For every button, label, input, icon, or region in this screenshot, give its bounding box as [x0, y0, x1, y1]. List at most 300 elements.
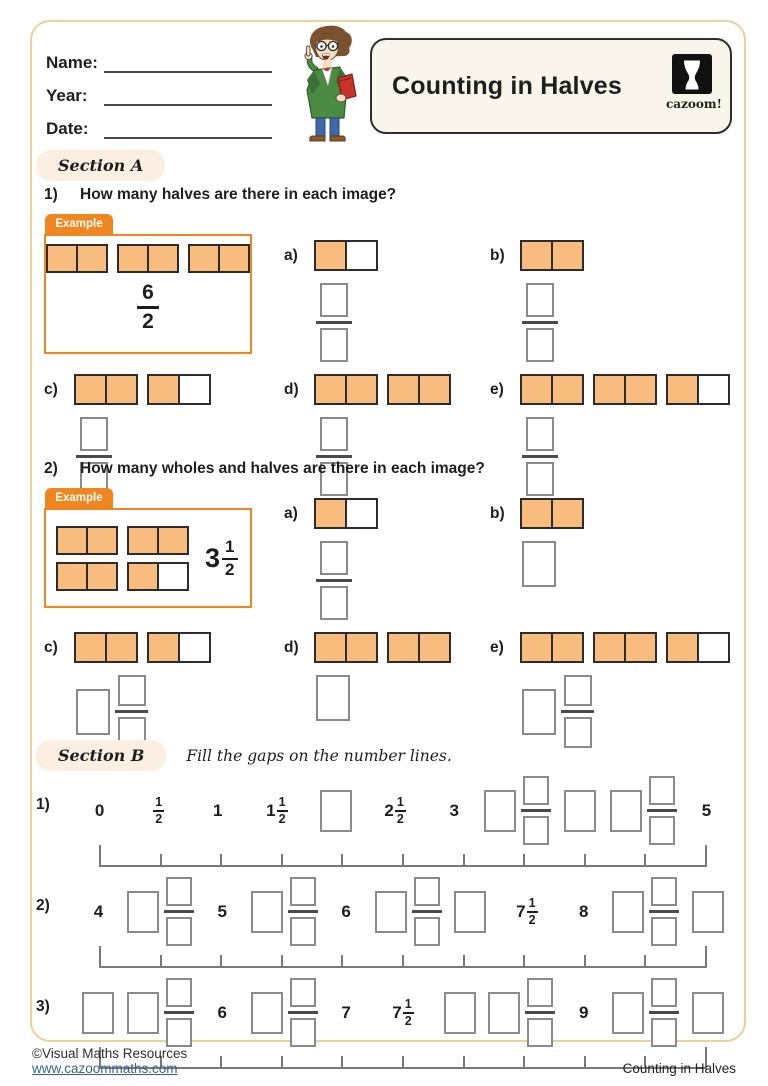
fraction-answer-boxes [525, 978, 555, 1047]
tick-mark [584, 854, 586, 867]
number-line-slot [318, 1003, 375, 1023]
fraction-bar [288, 910, 318, 913]
fraction-denominator: 2 [155, 811, 163, 826]
number-line-slot [677, 801, 736, 821]
item-label: d) [284, 380, 299, 398]
line-number: 1) [36, 796, 50, 813]
whole-answer-box[interactable] [127, 992, 159, 1034]
item-label: a) [284, 246, 298, 264]
mixed-whole: 1 [266, 800, 276, 820]
number-line-slot [194, 1003, 251, 1023]
mixed-answer-boxes [484, 776, 551, 845]
name-field-row [46, 40, 272, 73]
bar-cell [347, 376, 376, 403]
bar-cell [522, 242, 553, 269]
half-bar-image [117, 244, 179, 273]
fraction-bar [649, 910, 679, 913]
bar-cell [595, 376, 626, 403]
bars-row [314, 374, 451, 405]
tick-fraction [527, 896, 538, 928]
fraction-bar [525, 1011, 555, 1014]
bar-cell [420, 634, 449, 661]
half-bar-image [314, 498, 378, 529]
bar-cell [668, 376, 699, 403]
bars-row [520, 374, 730, 405]
question-2-grid [44, 488, 728, 748]
bar-cell [699, 634, 728, 661]
tick-label: 4 [93, 901, 104, 921]
fraction-bar [115, 710, 148, 713]
number-line [36, 776, 736, 867]
tick-fraction [403, 997, 414, 1029]
line-number: 2) [36, 897, 50, 914]
year-label: Year: [46, 86, 88, 105]
item-label: e) [490, 380, 504, 398]
item-answer-area [522, 675, 730, 748]
item-label: c) [44, 380, 58, 398]
denominator-answer-box[interactable] [523, 816, 549, 845]
bars-row [74, 374, 211, 405]
whole-answer-box[interactable] [488, 992, 520, 1034]
bar-cell [159, 528, 187, 553]
half-bar-image [314, 240, 378, 271]
whole-answer-box[interactable] [612, 992, 644, 1034]
tick-mark [99, 845, 101, 867]
fraction-numerator: 1 [277, 795, 288, 812]
fraction-bar [521, 809, 551, 812]
number-line-slot [425, 801, 484, 821]
half-bar-image [520, 632, 584, 663]
item-answer-area [76, 675, 284, 748]
fraction-bar [316, 455, 352, 458]
bar-cell [553, 634, 582, 661]
title-box [370, 38, 732, 134]
fraction-numerator: 6 [137, 281, 159, 309]
section-b-label: Section B [36, 740, 166, 771]
half-bar-image [520, 240, 584, 271]
tick-label [266, 795, 287, 827]
mixed-whole: 3 [205, 542, 221, 573]
question-number: 1) [44, 186, 58, 203]
number-lines [36, 776, 736, 1079]
numerator-answer-box[interactable] [523, 776, 549, 805]
numerator-answer-box[interactable] [320, 541, 348, 575]
item-answer-area [316, 541, 490, 620]
numerator-answer-box[interactable] [320, 283, 348, 317]
tick-mark [160, 955, 162, 968]
number-line-slot [375, 877, 442, 946]
tick-mark [220, 854, 222, 867]
tick-mark [99, 946, 101, 968]
number-line-slot [498, 896, 555, 928]
bar-cell [316, 376, 347, 403]
fraction-answer-boxes [288, 978, 318, 1047]
whole-answer-box[interactable] [251, 891, 283, 933]
numerator-answer-box[interactable] [290, 978, 316, 1007]
tick-label: 8 [578, 901, 589, 921]
cazoom-drum-icon [672, 54, 712, 94]
number-line-slot [555, 902, 612, 922]
whole-answer-box[interactable] [375, 891, 407, 933]
number-line-slot [555, 1003, 612, 1023]
bars-row [314, 632, 451, 663]
tick-label: 6 [341, 901, 351, 921]
fraction-answer-boxes [115, 675, 148, 748]
half-bar-image [593, 632, 657, 663]
numerator-answer-box[interactable] [166, 877, 192, 906]
answer-box[interactable] [82, 992, 114, 1034]
answer-box[interactable] [444, 992, 476, 1034]
bar-cell [190, 246, 220, 271]
tick-mark [220, 955, 222, 968]
bar-cell [180, 634, 209, 661]
number-line-slot [612, 978, 679, 1047]
bar-cell [76, 376, 107, 403]
question-item [490, 632, 730, 748]
bar-cell [107, 376, 136, 403]
half-bar-image [74, 632, 138, 663]
mixed-answer-boxes [251, 978, 318, 1047]
tick-mark [523, 854, 525, 867]
fraction-answer-boxes [649, 978, 679, 1047]
section-b-instruction: Fill the gaps on the number lines. [186, 746, 452, 765]
number-line-slot [247, 795, 306, 827]
mixed-answer-boxes [522, 675, 594, 748]
number-line-slot [251, 877, 318, 946]
item-label: d) [284, 638, 299, 656]
item-label: c) [44, 638, 58, 656]
fraction-bar [164, 1011, 194, 1014]
tick-mark [463, 955, 465, 968]
question-text: How many wholes and halves are there in each image? [80, 460, 485, 477]
q1-example-bars [46, 244, 250, 273]
denominator-answer-box[interactable] [166, 917, 192, 946]
item-answer-area [522, 541, 730, 587]
number-line-slot [431, 992, 488, 1034]
number-line-slot [679, 891, 736, 933]
tick-mark [463, 854, 465, 867]
fraction-bar [522, 321, 558, 324]
fraction-numerator: 1 [153, 795, 164, 812]
number-line-track [70, 946, 736, 968]
whole-answer-box[interactable] [316, 675, 350, 721]
fraction-answer-boxes [164, 877, 194, 946]
tick-mark [281, 955, 283, 968]
numerator-answer-box[interactable] [526, 417, 554, 451]
bar-cell [129, 528, 159, 553]
number-line-slot [188, 801, 247, 821]
whole-answer-box[interactable] [127, 891, 159, 933]
question-item [284, 214, 490, 362]
whole-answer-box[interactable] [610, 790, 642, 832]
fraction-answer-boxes [561, 675, 594, 748]
bar-cell [347, 634, 376, 661]
number-line-slot [70, 801, 129, 821]
bar-cell [149, 634, 180, 661]
numerator-answer-box[interactable] [651, 978, 677, 1007]
mixed-whole: 7 [516, 901, 526, 921]
fraction-denominator: 2 [396, 811, 404, 826]
fraction-denominator: 2 [404, 1013, 412, 1028]
numerator-answer-box[interactable] [320, 417, 348, 451]
bars-row [74, 632, 211, 663]
answer-box[interactable] [564, 790, 596, 832]
bar-cell [420, 376, 449, 403]
bars-row [314, 240, 378, 271]
tick-label [392, 997, 413, 1029]
fraction-answer-boxes [316, 541, 352, 620]
number-line-slot [127, 877, 194, 946]
tick-label: 6 [217, 1002, 228, 1022]
question-item [284, 632, 490, 721]
denominator-answer-box[interactable] [651, 1018, 677, 1047]
name-label: Name: [46, 53, 98, 72]
date-input-line[interactable] [104, 115, 272, 139]
half-bar-image [314, 374, 378, 405]
bars-row [56, 526, 189, 555]
fraction-numerator: 1 [527, 896, 538, 913]
question-item [44, 632, 284, 748]
number-line-slot [442, 891, 499, 933]
denominator-answer-box[interactable] [166, 1018, 192, 1047]
logo-text: cazoom! [666, 97, 722, 111]
question-number: 2) [44, 460, 58, 477]
tick-label: 5 [217, 901, 228, 921]
numerator-answer-box[interactable] [527, 978, 553, 1007]
numerator-answer-box[interactable] [290, 877, 316, 906]
tick-label: 9 [578, 1002, 589, 1022]
item-label: b) [490, 246, 505, 264]
example-box-q1 [44, 214, 252, 354]
number-line-slot [318, 902, 375, 922]
question-item [490, 488, 730, 587]
numerator-answer-box[interactable] [526, 283, 554, 317]
mixed-answer-boxes [612, 978, 679, 1047]
half-bar-image [387, 632, 451, 663]
footer-left [32, 1046, 187, 1076]
tick-mark [341, 955, 343, 968]
name-input-line[interactable] [104, 49, 272, 73]
bar-cell [699, 376, 728, 403]
fraction-bar [288, 1011, 318, 1014]
copyright-text: ©Visual Maths Resources [32, 1046, 188, 1061]
half-bar-image [520, 374, 584, 405]
tick-label: 3 [449, 800, 459, 820]
teacher-mascot-icon [292, 24, 362, 147]
line-number: 3) [36, 998, 50, 1015]
mixed-whole: 2 [384, 800, 394, 820]
bars-row [520, 632, 730, 663]
fraction-bar [412, 910, 442, 913]
bar-cell [595, 634, 626, 661]
whole-answer-box[interactable] [484, 790, 516, 832]
number-line-slot [484, 776, 551, 845]
denominator-answer-box[interactable] [527, 1018, 553, 1047]
mixed-answer-boxes [375, 877, 442, 946]
item-label: a) [284, 504, 298, 522]
bar-cell [347, 242, 376, 269]
denominator-answer-box[interactable] [320, 328, 348, 362]
bar-cell [149, 246, 177, 271]
bar-cell [522, 376, 553, 403]
half-bar-image [127, 526, 189, 555]
half-bar-image [666, 632, 730, 663]
numerator-answer-box[interactable] [651, 877, 677, 906]
bar-cell [316, 242, 347, 269]
page-title: Counting in Halves [392, 71, 623, 100]
fraction-answer-boxes [164, 978, 194, 1047]
item-label: b) [490, 504, 505, 522]
example-tab: Example [45, 214, 113, 234]
whole-answer-box[interactable] [251, 992, 283, 1034]
bars-row [314, 498, 378, 529]
number-line-slot [127, 978, 194, 1047]
bar-cell [389, 376, 420, 403]
tick-mark [402, 854, 404, 867]
question-2-head [44, 460, 728, 478]
denominator-answer-box[interactable] [290, 1018, 316, 1047]
half-bar-image [127, 562, 189, 591]
mixed-whole: 7 [392, 1002, 402, 1022]
whole-answer-box[interactable] [612, 891, 644, 933]
half-bar-image [147, 374, 211, 405]
number-line-slot [488, 978, 555, 1047]
answer-box[interactable] [692, 891, 724, 933]
denominator-answer-box[interactable] [320, 586, 348, 620]
bar-cell [553, 500, 582, 527]
half-bar-image [147, 632, 211, 663]
denominator-answer-box[interactable] [649, 816, 675, 845]
whole-answer-box[interactable] [76, 689, 110, 735]
question-1-grid [44, 214, 728, 496]
fraction-answer-boxes [521, 776, 551, 845]
number-line-slot [375, 997, 432, 1029]
question-1 [44, 186, 728, 496]
whole-answer-box[interactable] [522, 541, 556, 587]
mixed-answer-boxes [610, 776, 677, 845]
whole-answer-box[interactable] [522, 689, 556, 735]
tick-mark [644, 854, 646, 867]
half-bar-image [666, 374, 730, 405]
mixed-answer-boxes [251, 877, 318, 946]
bar-cell [553, 376, 582, 403]
answer-box[interactable] [692, 992, 724, 1034]
bars-row [56, 562, 189, 591]
header-fields [46, 40, 272, 139]
bar-cell [107, 634, 136, 661]
fraction-bar [316, 321, 352, 324]
fraction-answer-boxes [316, 283, 352, 362]
question-2 [44, 460, 728, 748]
website-link[interactable]: www.cazoommaths.com [32, 1061, 178, 1076]
denominator-answer-box[interactable] [564, 717, 592, 748]
section-b-head [36, 740, 452, 771]
denominator-answer-box[interactable] [290, 917, 316, 946]
numerator-answer-box[interactable] [649, 776, 675, 805]
half-bar-image [314, 632, 378, 663]
tick-mark [644, 955, 646, 968]
number-line-slot [251, 978, 318, 1047]
number-line-slot [610, 776, 677, 845]
example-content [44, 234, 252, 354]
bar-cell [119, 246, 149, 271]
numerator-answer-box[interactable] [166, 978, 192, 1007]
bar-cell [389, 634, 420, 661]
answer-box[interactable] [320, 790, 352, 832]
numerator-answer-box[interactable] [118, 675, 146, 706]
fraction-answer-boxes [649, 877, 679, 946]
bar-cell [522, 500, 553, 527]
mixed-answer-boxes [612, 877, 679, 946]
denominator-answer-box[interactable] [414, 917, 440, 946]
mixed-fraction [222, 537, 237, 579]
bar-cell [48, 246, 78, 271]
year-input-line[interactable] [104, 82, 272, 106]
bar-cell [553, 242, 582, 269]
tick-mark [402, 955, 404, 968]
tick-mark [705, 845, 707, 867]
example-fraction [46, 281, 250, 334]
bars-row [520, 240, 584, 271]
question-item [490, 214, 730, 362]
bar-cell [58, 528, 88, 553]
denominator-answer-box[interactable] [651, 917, 677, 946]
number-line-slot [679, 992, 736, 1034]
tick-label: 0 [94, 800, 105, 820]
bar-cell [88, 564, 116, 589]
tick-fraction [395, 795, 406, 827]
numerator-answer-box[interactable] [414, 877, 440, 906]
denominator-answer-box[interactable] [526, 328, 554, 362]
mixed-answer-boxes [127, 978, 194, 1047]
half-bar-image [56, 526, 118, 555]
mixed-answer-boxes [127, 877, 194, 946]
fraction-denominator: 2 [528, 912, 536, 927]
answer-box[interactable] [454, 891, 486, 933]
item-answer-area [522, 283, 730, 362]
number-line-slot [129, 795, 188, 827]
number-line [36, 877, 736, 968]
fraction-numerator: 1 [403, 997, 414, 1014]
bar-cell [88, 528, 116, 553]
fraction-answer-boxes [647, 776, 677, 845]
number-line-slot [306, 790, 365, 832]
bar-cell [626, 376, 655, 403]
numerator-answer-box[interactable] [564, 675, 592, 706]
number-line-slot [194, 902, 251, 922]
example-content [44, 508, 252, 608]
fraction-answer-boxes [412, 877, 442, 946]
half-bar-image [387, 374, 451, 405]
tick-label: 7 [341, 1002, 351, 1022]
bar-cell [58, 564, 88, 589]
mixed-answer-boxes [76, 675, 148, 748]
tick-mark [281, 854, 283, 867]
tick-mark [523, 955, 525, 968]
example-mixed-number [205, 537, 238, 579]
fraction-answer-boxes [288, 877, 318, 946]
bar-cell [626, 634, 655, 661]
tick-label: 1 [213, 800, 223, 820]
numerator-answer-box[interactable] [80, 417, 108, 451]
question-1-head [44, 186, 728, 204]
number-line-slot [70, 902, 127, 922]
fraction-bar [76, 455, 112, 458]
fraction-bar [316, 579, 352, 582]
bar-cell [129, 564, 159, 589]
tick-label: 5 [701, 800, 712, 820]
half-bar-image [188, 244, 250, 273]
